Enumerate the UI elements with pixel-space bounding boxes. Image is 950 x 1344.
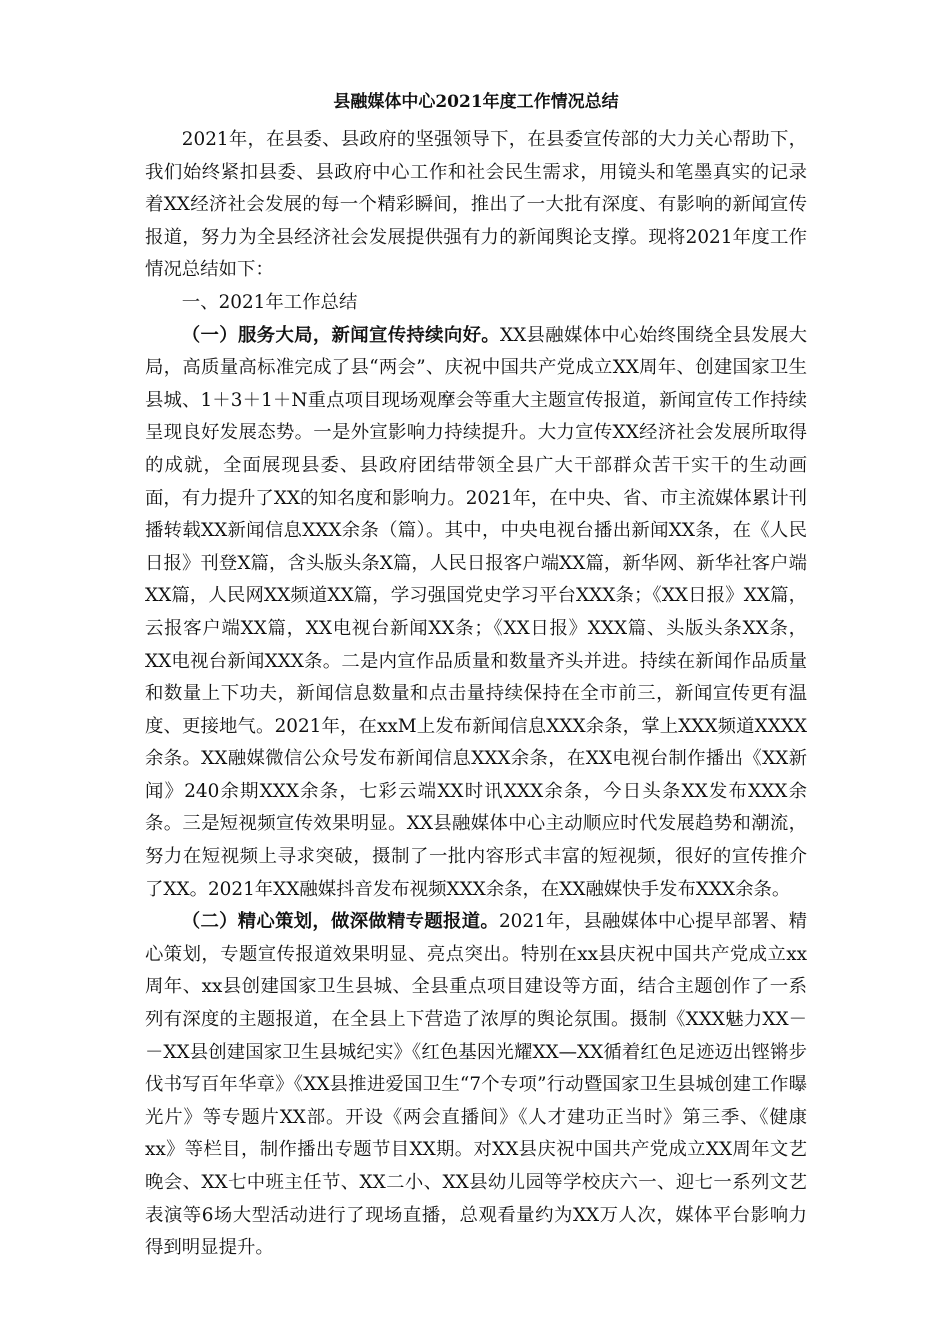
paragraph-service xyxy=(145,320,807,907)
intro-paragraph: 2021年，在县委、县政府的坚强领导下，在县委宣传部的大力关心帮助下，我们始终紧扣县委、县政府中心工作和社会民生需求，用镜头和笔墨真实的记录着XX经济社会发展的每一个精彩瞬间，推出了一大批有深度、有影响的新闻宣传报道，努力为全县经济社会发展提供强有力的新闻舆论支撑。现将2021年度工作情况总结如下： xyxy=(145,129,807,281)
section-heading: 一、2021年工作总结 xyxy=(181,291,358,313)
paragraph-planning xyxy=(145,906,807,1265)
document-title: 县融媒体中心2021年度工作情况总结 xyxy=(333,92,619,112)
paragraph-planning-body: 2021年，县融媒体中心提早部署、精心策划，专题宣传报道效果明显、亮点突出。特别在xx县庆祝中国共产党成立xx周年、xx县创建国家卫生县城、全县重点项目建设等方面，结合主题创作了一系列有深度的主题报道，在全县上下营造了浓厚的舆论氛围。摄制《XXX魅力XX－－XX县创建国家卫生县城纪实》《红色基因光耀XX—XX循着红色足迹迈出铿锵步伐书写百年华章》《XX县推进爱国卫生“7个专项”行动暨国家卫生县城创建工作曝光片》等专题片XX部。开设《两会直播间》《人才建功正当时》第三季、《健康xx》等栏目，制作播出专题节目XX期。对XX县庆祝中国共产党成立XX周年文艺晚会、XX七中班主任节、XX二小、XX县幼儿园等学校庆六一、迎七一系列文艺表演等6场大型活动进行了现场直播，总观看量约为XX万人次，媒体平台影响力得到明显提升。 xyxy=(145,911,807,1259)
paragraph-service-lead: （一）服务大局，新闻宣传持续向好。 xyxy=(181,324,501,346)
document-page xyxy=(145,90,807,1265)
paragraph-service-body: XX县融媒体中心始终围绕全县发展大局，高质量高标准完成了县“两会”、庆祝中国共产党成立XX周年、创建国家卫生县城、1＋3＋1＋N重点项目现场观摩会等重大主题宣传报道，新闻宣传工作持续呈现良好发展态势。一是外宣影响力持续提升。大力宣传XX经济社会发展所取得的成就，全面展现县委、县政府团结带领全县广大干部群众苦干实干的生动画面，有力提升了XX的知名度和影响力。2021年，在中央、省、市主流媒体累计刊播转载XX新闻信息XXX余条（篇）。其中，中央电视台播出新闻XX条，在《人民日报》刊登X篇，含头版头条X篇，人民日报客户端XX篇，新华网、新华社客户端XX篇，人民网XX频道XX篇，学习强国党史学习平台XXX条；《XX日报》XX篇，云报客户端XX篇，XX电视台新闻XX条；《XX日报》XXX篇、头版头条XX条，XX电视台新闻XXX条。二是内宣作品质量和数量齐头并进。持续在新闻作品质量和数量上下功夫，新闻信息数量和点击量持续保持在全市前三，新闻宣传更有温度、更接地气。2021年，在xxM上发布新闻信息XXX余条，掌上XXX频道XXXX余条。XX融媒微信公众号发布新闻信息XXX余条，在XX电视台制作播出《XX新闻》240余期XXX余条，七彩云端XX时讯XXX余条，今日头条XX发布XXX余条。三是短视频宣传效果明显。XX县融媒体中心主动顺应时代发展趋势和潮流，努力在短视频上寻求突破，摄制了一批内容形式丰富的短视频，很好的宣传推介了XX。2021年XX融媒抖音发布视频XXX余条，在XX融媒快手发布XXX余条。 xyxy=(145,324,807,900)
paragraph-planning-lead: （二）精心策划，做深做精专题报道。 xyxy=(181,911,499,933)
